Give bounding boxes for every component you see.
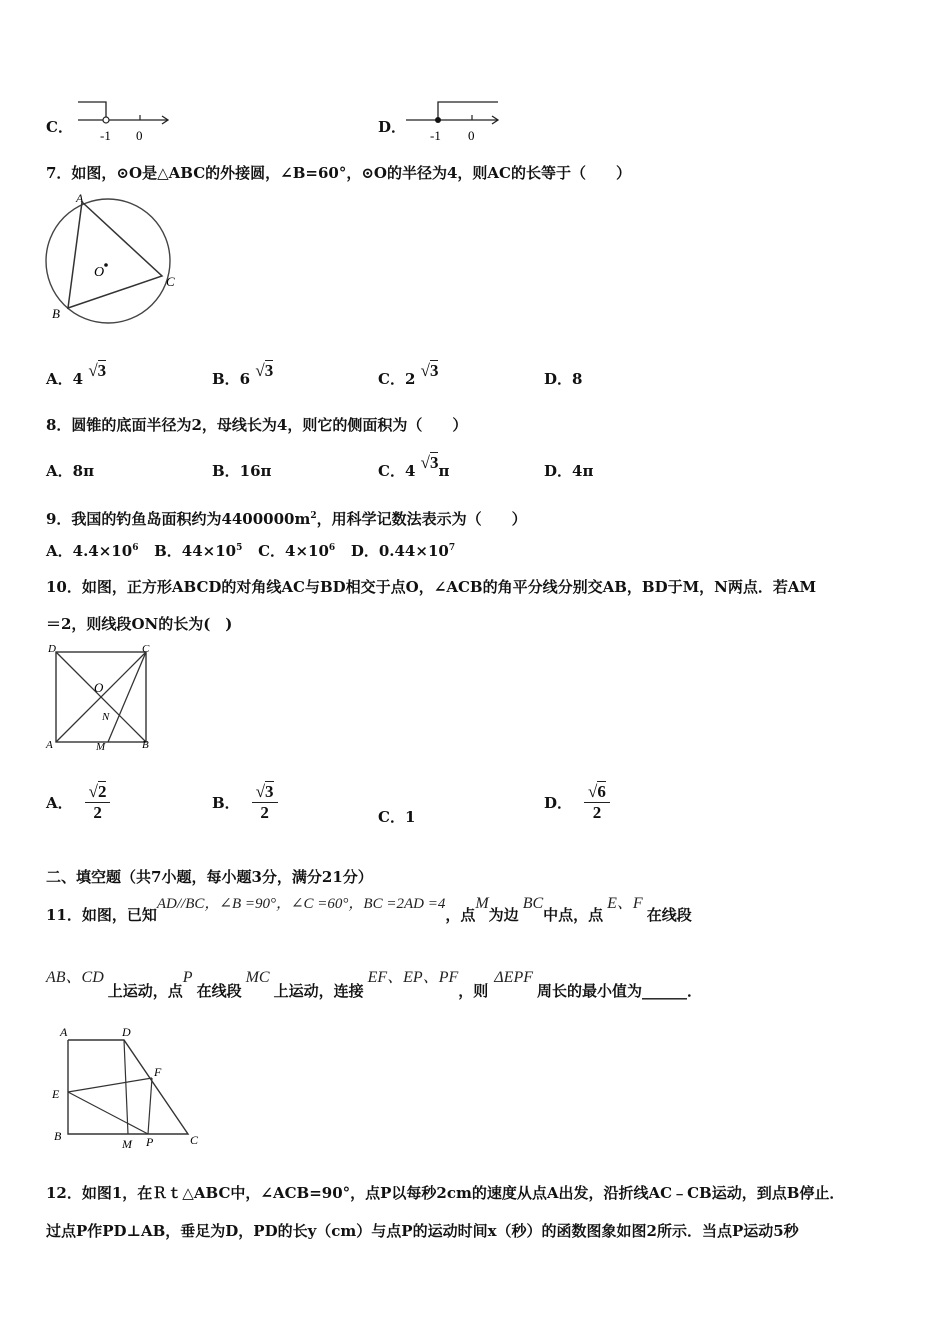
label-a: A	[60, 1025, 68, 1039]
q11-stem-line2: AB、CD上运动，点P在线段MC上运动，连接EF、EP、PF，则ΔEPF周长的最小值为______．	[46, 969, 703, 1000]
q10-option-b: B． $\frac{√3}{2}$	[212, 782, 278, 823]
label-a: A	[76, 191, 84, 205]
label-a: A	[46, 739, 53, 751]
q7-option-a: A．4 √3	[46, 361, 107, 388]
q11-stem-line1: 11．如图，已知AD//BC，∠B =90°，∠C =60°，BC =2AD =4，点M为边BC中点，点E、F在线段	[46, 895, 692, 924]
q10-option-d: D． $\frac{√6}{2}$	[544, 782, 610, 823]
label-c: C	[190, 1133, 199, 1147]
tick-minus1: -1	[430, 128, 441, 143]
label-c: C	[166, 274, 175, 289]
tick-zero: 0	[468, 128, 475, 143]
label-b: B	[54, 1129, 62, 1143]
q7-option-b: B．6 √3	[212, 361, 274, 388]
q9-option-a: A．$4.4\times 10^6$	[46, 542, 139, 560]
q10-square-figure	[42, 640, 162, 755]
tick-minus1: -1	[100, 128, 111, 143]
q12-stem-line2: 过点P作PD⊥AB，垂足为D，PD的长y（cm）与点P的运动时间x（秒）的函数图象如图2所示．当点P运动5秒	[46, 1222, 799, 1240]
label-o: O	[94, 265, 105, 280]
tick-zero: 0	[136, 128, 143, 143]
q9-option-d: D．$0.44\times 10^7$	[350, 542, 456, 560]
q11-trapezoid-figure	[46, 1022, 216, 1152]
label-c: C	[142, 643, 150, 655]
q7-option-d: D．8	[544, 370, 583, 388]
q6-option-d-label: D．	[378, 118, 407, 136]
section-2-heading: 二、填空题（共7小题，每小题3分，满分21分）	[46, 868, 373, 886]
label-f: F	[154, 1065, 162, 1079]
q8-option-a: A．8π	[46, 462, 95, 480]
label-e: E	[52, 1087, 60, 1101]
q9-option-b: B．$44\times 10^5$	[154, 542, 243, 560]
q8-option-d: D．4π	[544, 462, 594, 480]
q6-option-d-numberline	[400, 96, 510, 146]
label-n: N	[102, 711, 110, 723]
q8-stem: 8．圆锥的底面半径为2，母线长为4，则它的侧面积为（ ）	[46, 416, 468, 434]
label-d: D	[48, 643, 56, 655]
label-o: O	[94, 680, 104, 695]
q10-stem-line2: ＝2，则线段ON的长为( )	[46, 615, 233, 633]
q9-stem: 9．我国的钓鱼岛面积约为$4400000m^2$，用科学记数法表示为（ ）	[46, 510, 527, 528]
label-b: B	[52, 306, 60, 321]
q9-option-c: C．$4\times 10^6$	[258, 542, 336, 560]
q7-option-c: C．2 √3	[378, 361, 439, 388]
q8-option-b: B．16π	[212, 462, 272, 480]
label-b: B	[142, 739, 149, 751]
q8-option-c: C．4 √3π	[378, 453, 450, 480]
q6-option-c-numberline	[70, 96, 175, 146]
q12-stem-line1: 12．如图1，在Ｒｔ△ABC中，∠ACB=90°，点P以每秒2cm的速度从点A出发，沿折线AC﹣CB运动，到点B停止．	[46, 1184, 845, 1202]
q7-stem: 7．如图，⊙O是△ABC的外接圆，∠B=60°，⊙O的半径为4，则AC的长等于（ ）	[46, 164, 631, 182]
label-m: M	[122, 1137, 132, 1151]
q10-stem-line1: 10．如图，正方形ABCD的对角线AC与BD相交于点O，∠ACB的角平分线分别交AB，BD于M，N两点．若AM	[46, 578, 817, 596]
q10-option-c: C．1	[378, 808, 416, 826]
label-p: P	[146, 1135, 154, 1149]
q9-options	[46, 540, 455, 561]
label-m: M	[96, 741, 106, 753]
q10-option-a: A． $\frac{√2}{2}$	[46, 782, 110, 823]
q6-option-c-label: C．	[46, 118, 73, 136]
label-d: D	[122, 1025, 131, 1039]
q7-circle-figure	[42, 190, 182, 325]
